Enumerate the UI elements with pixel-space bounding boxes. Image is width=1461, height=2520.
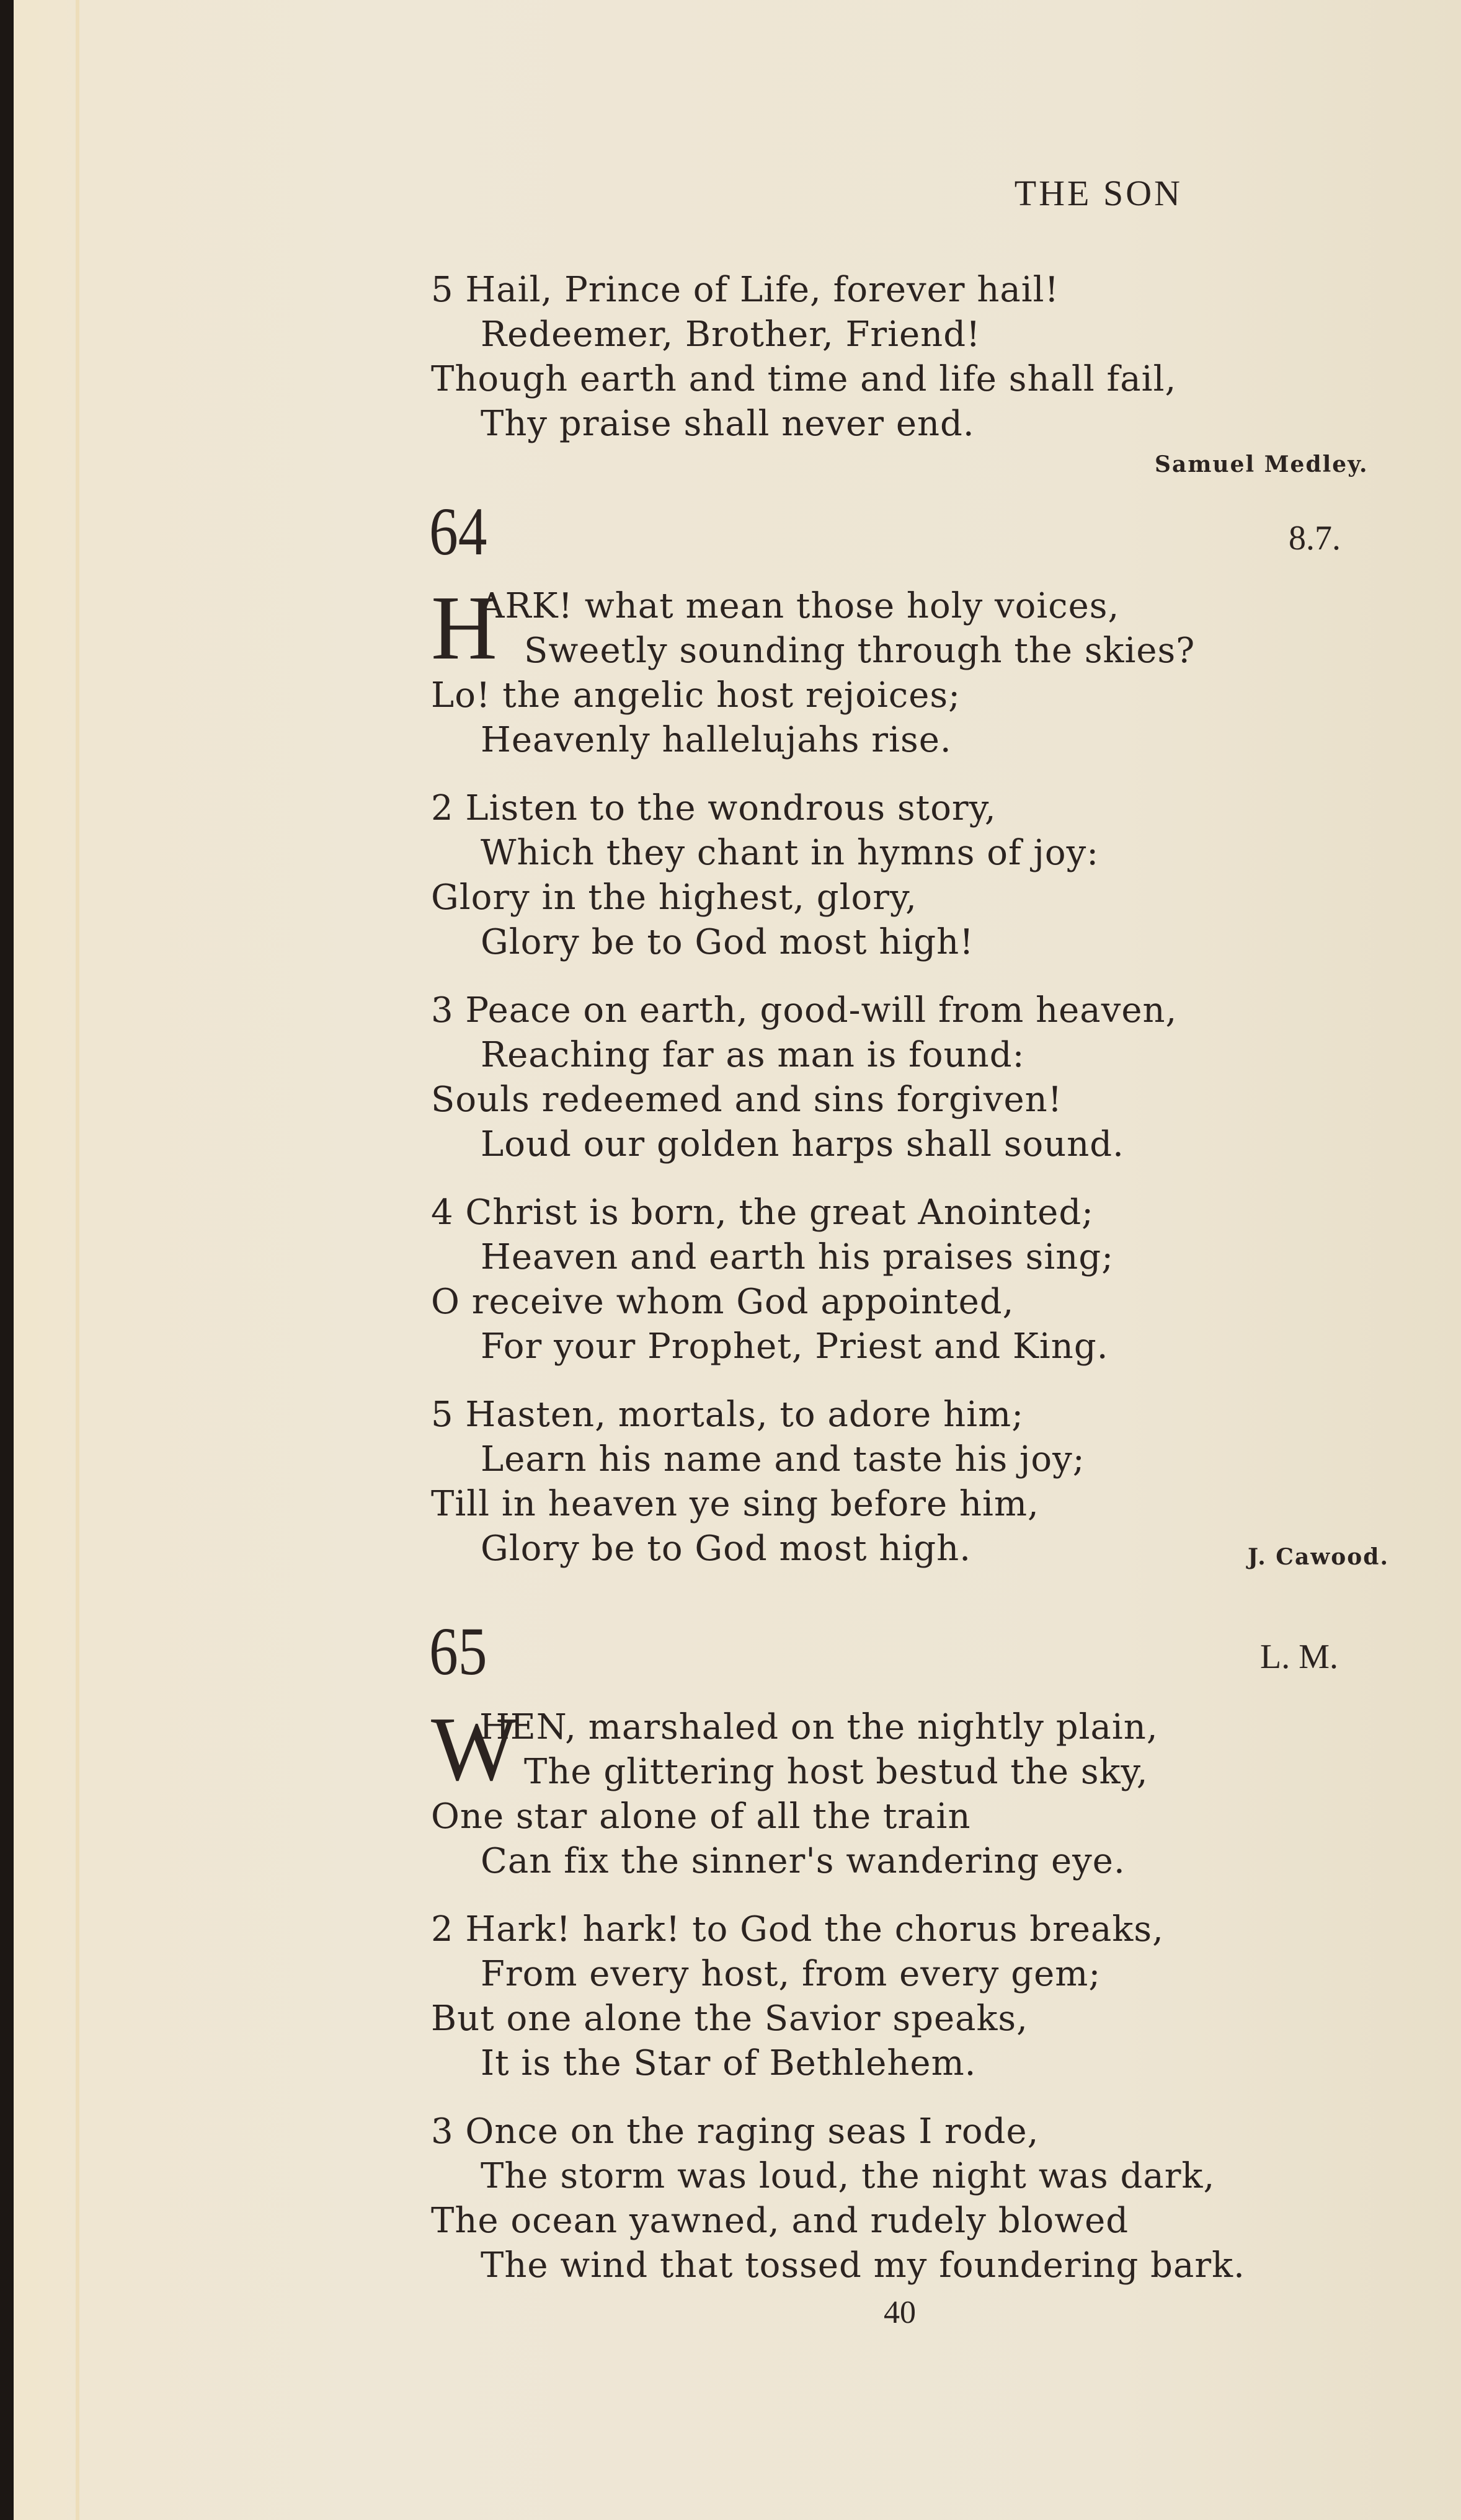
- verse-line: Thy praise shall never end.: [481, 404, 975, 444]
- verse-line: O receive whom God appointed,: [431, 1282, 1015, 1322]
- hymn-65-body: [431, 1698, 1245, 2312]
- page-number: 40: [884, 2295, 916, 2330]
- hymn-number: 64: [429, 494, 487, 569]
- verse-line: Till in heaven ye sing before him,: [431, 1484, 1039, 1524]
- drop-cap: H: [431, 577, 498, 679]
- verse-line: It is the Star of Bethlehem.: [481, 2043, 977, 2083]
- verse-line: But one alone the Savior speaks,: [431, 1999, 1028, 2039]
- verse-line: Redeemer, Brother, Friend!: [481, 314, 981, 355]
- running-head-text: THE SON: [1014, 173, 1183, 213]
- verse-line: Can fix the sinner's wandering eye.: [481, 1841, 1126, 1881]
- verse-line: Heavenly hallelujahs rise.: [481, 720, 952, 760]
- verse-line: Lo! the angelic host rejoices;: [431, 675, 961, 716]
- book-binding-edge: [0, 0, 14, 2520]
- hymn-meter: 8.7.: [1289, 519, 1341, 557]
- verse-line: 2 Hark! hark! to God the chorus breaks,: [431, 1909, 1164, 1950]
- stanza: [431, 1698, 1245, 1884]
- stanza: [431, 988, 1195, 1167]
- verse-line: The glittering host bestud the sky,: [524, 1752, 1148, 1792]
- verse-line: 3 Once on the raging seas I rode,: [431, 2111, 1039, 2152]
- verse-line: Which they chant in hymns of joy:: [481, 833, 1099, 873]
- verse-line: 5 Hasten, mortals, to adore him;: [431, 1395, 1024, 1435]
- page-gutter: [76, 0, 79, 2520]
- stanza: [431, 577, 1196, 763]
- verse-line: Reaching far as man is found:: [481, 1035, 1025, 1075]
- verse-line: Sweetly sounding through the skies?: [524, 631, 1196, 671]
- verse-line: Souls redeemed and sins forgiven!: [431, 1080, 1063, 1120]
- author-attribution: Samuel Medley.: [1155, 451, 1369, 477]
- verse-line: The storm was loud, the night was dark,: [481, 2156, 1215, 2196]
- verse-line: 4 Christ is born, the great Anointed;: [431, 1192, 1095, 1233]
- verse-line: From every host, from every gem;: [481, 1954, 1101, 1994]
- verse-line: 5 Hail, Prince of Life, forever hail!: [431, 270, 1060, 310]
- verse-line: HEN, marshaled on the nightly plain,: [479, 1707, 1158, 1747]
- verse-line: One star alone of all the train: [431, 1796, 971, 1837]
- continuation-stanza: [431, 268, 1176, 446]
- hymn-meter: L. M.: [1260, 1638, 1338, 1676]
- hymn-number: 65: [429, 1613, 487, 1689]
- verse-line: Glory be to God most high.: [481, 1528, 972, 1569]
- verse-line: Loud our golden harps shall sound.: [481, 1124, 1124, 1165]
- stanza: [431, 1191, 1195, 1369]
- verse-line: 3 Peace on earth, good-will from heaven,: [431, 990, 1178, 1031]
- verse-line: Glory be to God most high!: [481, 922, 974, 962]
- verse-line: ARK! what mean those holy voices,: [479, 586, 1120, 626]
- verse-line: Though earth and time and life shall fail,: [431, 359, 1177, 399]
- running-head: [0, 172, 1461, 214]
- verse-line: For your Prophet, Priest and King.: [481, 1326, 1109, 1367]
- verse-line: 2 Listen to the wondrous story,: [431, 788, 997, 828]
- stanza: [431, 786, 1195, 965]
- verse-line: Heaven and earth his praises sing;: [481, 1237, 1114, 1277]
- drop-cap: W: [431, 1698, 518, 1800]
- verse-line: Glory in the highest, glory,: [431, 877, 917, 918]
- stanza: [431, 1393, 1195, 1571]
- author-attribution: J. Cawood.: [1248, 1544, 1390, 1570]
- verse-line: The ocean yawned, and rudely blowed: [431, 2201, 1129, 2241]
- verse-line: Learn his name and taste his joy;: [481, 1439, 1085, 1480]
- stanza: [431, 1907, 1245, 2086]
- verse-line: The wind that tossed my foundering bark.: [481, 2245, 1245, 2286]
- stanza: [431, 2110, 1245, 2288]
- hymn-64-body: [431, 577, 1196, 1595]
